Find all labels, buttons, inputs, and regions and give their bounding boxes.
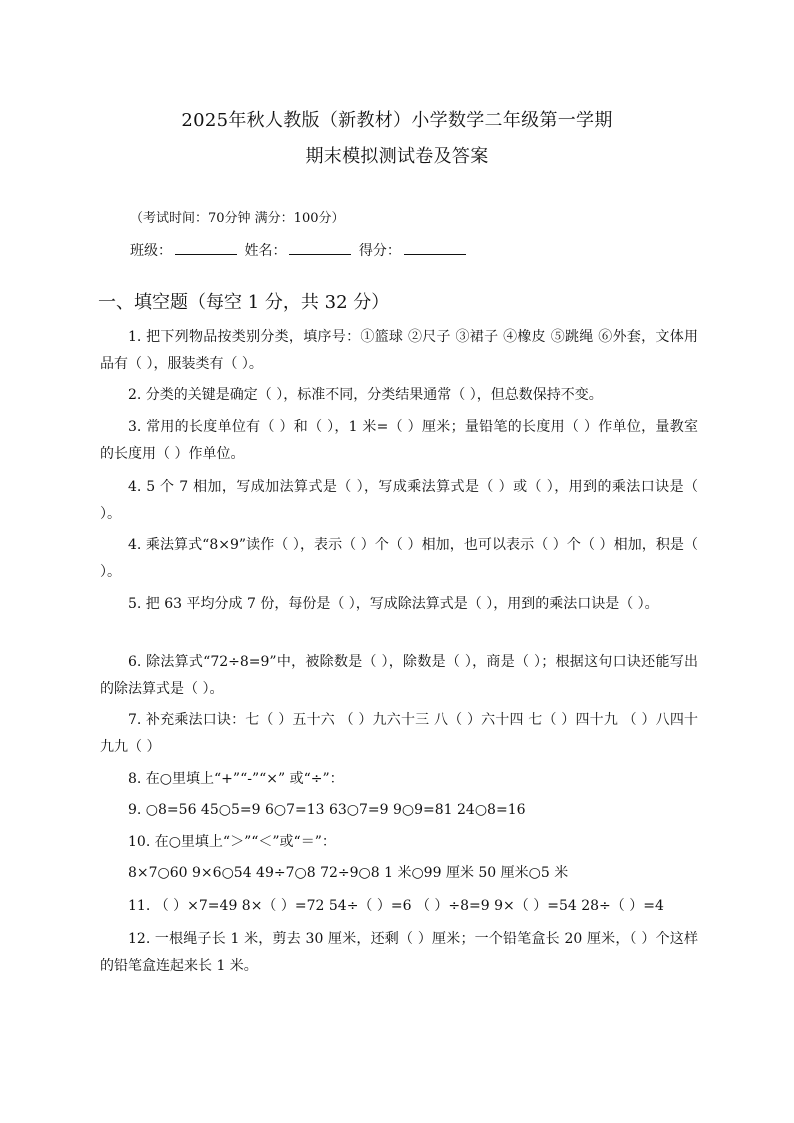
question-4a: 4. 5 个 7 相加，写成加法算式是（ ），写成乘法算式是（ ）或（ ），用到的乘法口诀是（ ）。 [100, 479, 698, 522]
score-blank [404, 241, 466, 255]
name-label: 姓名： [244, 243, 287, 259]
document-title-line-2: 期末模拟测试卷及答案 [305, 146, 489, 167]
question-8: 8. 在○里填上“+”“-”“×” 或“÷”： [128, 771, 344, 787]
question-12: 12. 一根绳子长 1 米，剪去 30 厘米，还剩（ ）厘米；一个铅笔盒长 20 厘米，（ ）个这样的铅笔盒连起来长 1 米。 [100, 931, 698, 974]
document-title-line-1: 2025年秋人教版（新教材）小学数学二年级第一学期 [181, 110, 613, 131]
exam-time-info: （考试时间：70分钟 满分：100分） [130, 211, 345, 226]
question-7: 7. 补充乘法口诀：七（ ）五十六 （ ）九六十三 八（ ）六十四 七（ ）四十九 （ ）八四十 九九（ ） [100, 712, 698, 755]
question-9: 9. ○8=56 45○5=9 6○7=13 63○7=9 9○9=81 24○8=16 [128, 802, 526, 818]
student-info-line [130, 240, 469, 260]
question-4b: 4. 乘法算式“8×9”读作（ ），表示（ ）个（ ）相加，也可以表示（ ）个（ ）相加，积是（ ）。 [100, 537, 698, 580]
question-11: 11. （ ）×7=49 8×（ ）=72 54÷（ ）=6 （ ）÷8=9 9×（ ）=54 28÷（ ）=4 [128, 898, 664, 914]
class-blank [175, 241, 237, 255]
score-label: 得分： [358, 243, 401, 259]
question-10: 10. 在○里填上“＞”“＜”或“＝”： [128, 834, 336, 850]
question-2: 2. 分类的关键是确定（ ），标准不同，分类结果通常（ ），但总数保持不变。 [128, 387, 603, 403]
question-1: 1. 把下列物品按类别分类，填序号：①篮球 ②尺子 ③裙子 ④橡皮 ⑤跳绳 ⑥外套，文体用品有（ ），服装类有（ ）。 [100, 329, 698, 372]
name-blank [289, 241, 351, 255]
question-6: 6. 除法算式“72÷8=9”中，被除数是（ ），除数是（ ），商是（ ）；根据这句口诀还能写出的除法算式是（ ）。 [100, 654, 698, 697]
section-1-title: 一、填空题（每空 1 分，共 32 分） [98, 292, 390, 313]
class-label: 班级： [130, 243, 172, 259]
question-10-items: 8×7○60 9×6○54 49÷7○8 72÷9○8 1 米○99 厘米 50 厘米○5 米 [128, 865, 569, 881]
question-3: 3. 常用的长度单位有（ ）和（ ），1 米=（ ）厘米；量铅笔的长度用（ ）作单位，量教室的长度用（ ）作单位。 [100, 419, 698, 462]
question-5: 5. 把 63 平均分成 7 份，每份是（ ），写成除法算式是（ ），用到的乘法口诀是（ ）。 [128, 596, 659, 612]
